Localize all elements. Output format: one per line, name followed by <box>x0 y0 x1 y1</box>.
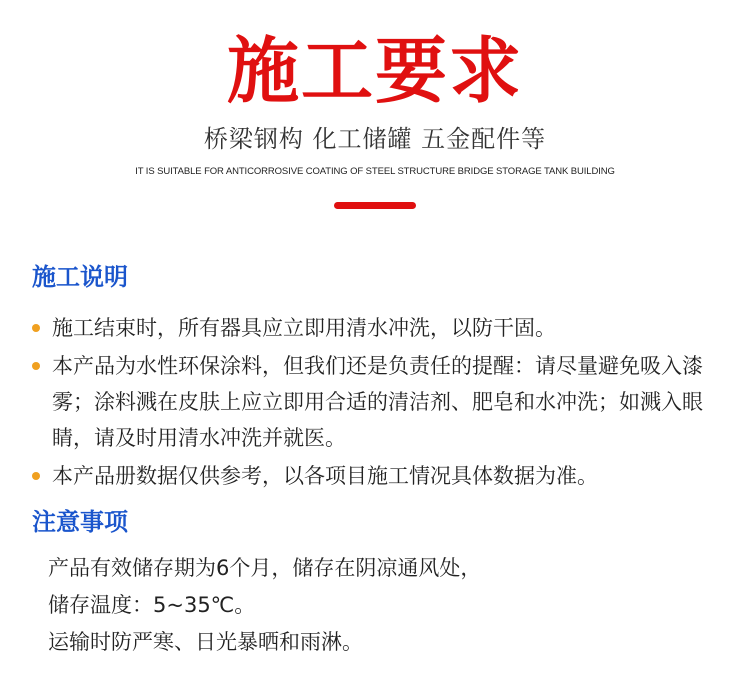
list-item-text: 施工结束时，所有器具应立即用清水冲洗，以防干固。 <box>52 316 556 340</box>
list-item <box>32 310 742 346</box>
construction-notes-list <box>32 310 742 496</box>
title-divider-bar <box>334 202 416 209</box>
precaution-line: 产品有效储存期为6个月，储存在阴凉通风处， <box>48 556 482 580</box>
bullet-dot-icon <box>32 362 40 370</box>
list-item-text: 本产品为水性环保涂料，但我们还是负责任的提醒：请尽量避免吸入漆雾；涂料溅在皮肤上应立即用合适的清洁剂、肥皂和水冲洗；如溅入眼睛，请及时用清水冲洗并就医。 <box>52 354 703 450</box>
english-tagline: IT IS SUITABLE FOR ANTICORROSIVE COATING OF STEEL STRUCTURE BRIDGE STORAGE TANK BUILDING <box>135 166 615 177</box>
precaution-line: 运输时防严寒、日光暴晒和雨淋。 <box>48 630 363 654</box>
bullet-dot-icon <box>32 472 40 480</box>
list-item <box>32 348 742 456</box>
list-item-text: 本产品册数据仅供参考，以各项目施工情况具体数据为准。 <box>52 464 598 488</box>
precautions-list <box>48 550 738 661</box>
page-title: 施工要求 <box>226 29 523 113</box>
section-heading-construction: 施工说明 <box>32 263 128 291</box>
precaution-line: 储存温度：5~35℃。 <box>48 593 256 617</box>
list-item <box>32 458 742 494</box>
bullet-dot-icon <box>32 324 40 332</box>
section-heading-precautions: 注意事项 <box>32 508 128 536</box>
page-subtitle: 桥梁钢构 化工储罐 五金配件等 <box>203 125 547 153</box>
